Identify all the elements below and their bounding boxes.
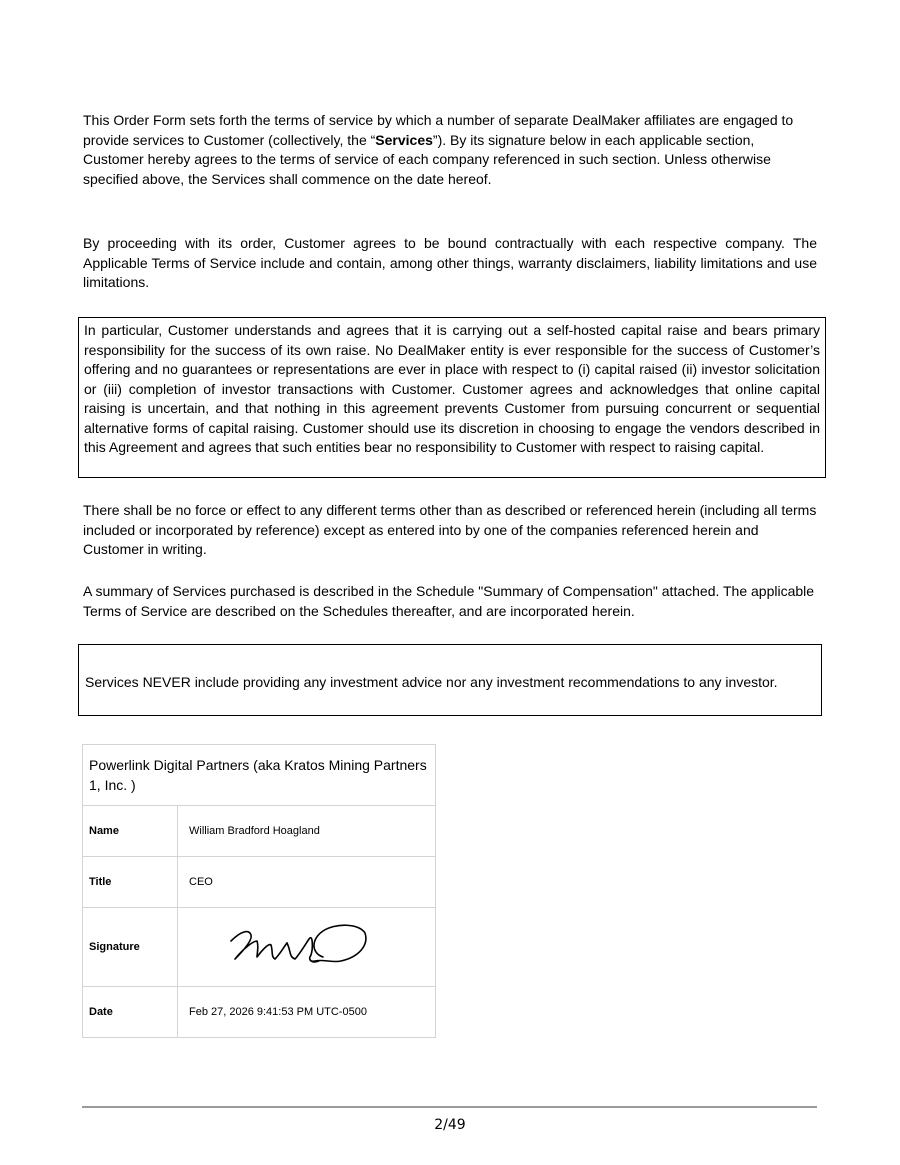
date-row: [83, 987, 436, 1038]
intro-text-end: ”). By its signature below in each applicable section, Customer hereby agrees to the terms of service of each company referenced in such section. Unless otherwise specified above, the Services shall commence on the date hereof.: [83, 131, 771, 187]
page-number: 2/49: [434, 1117, 466, 1133]
intro-paragraph: [83, 111, 817, 189]
name-label: Name: [83, 806, 178, 857]
signature-cell: [178, 908, 436, 987]
investment-advice-disclaimer-text: Services NEVER include providing any investment advice nor any investment recommendations to any investor.: [85, 674, 778, 690]
signature-label: Signature: [83, 908, 178, 987]
name-value: William Bradford Hoagland: [178, 806, 436, 857]
investment-advice-disclaimer-box: [78, 644, 822, 716]
handwritten-signature: [227, 919, 377, 975]
responsibility-notice-text: In particular, Customer understands and agrees that it is carrying out a self-hosted capital raise and bears primary responsibility for the success of its own raise. No DealMaker entity is ever responsible for the success of Customer’s offering and no guarantees or representations are ever in place with respect to (i) capital raised (ii) investor solicitation or (iii) completion of investor transactions with Customer. Customer agrees and acknowledges that online capital raising is uncertain, and that nothing in this agreement prevents Customer from pursuing concurrent or sequential alternative forms of capital raising. Customer should use its discretion in choosing to engage the vendors described in this Agreement and agrees that such entities bear no responsibility to Customer with respect to raising capital.: [84, 322, 820, 455]
terms-paragraph: There shall be no force or effect to any different terms other than as described or referenced herein (including all terms included or incorporated by reference) except as entered into by one of the companies referenced herein and Customer in writing.: [83, 502, 817, 557]
signature-row: [83, 908, 436, 987]
company-name: Powerlink Digital Partners (aka Kratos Mining Partners 1, Inc. ): [83, 745, 436, 806]
footer-divider: [82, 1106, 817, 1108]
title-label: Title: [83, 857, 178, 908]
title-row: [83, 857, 436, 908]
intro-text-start: This Order Form sets forth the terms of service by which a number of separate DealMaker affiliates are engaged to provide services to Customer (collectively, the “: [83, 112, 794, 148]
responsibility-notice-box: [78, 317, 826, 478]
date-value: Feb 27, 2026 9:41:53 PM UTC-0500: [178, 987, 436, 1038]
date-label: Date: [83, 987, 178, 1038]
signature-table: [82, 744, 436, 1038]
name-row: [83, 806, 436, 857]
agreement-paragraph: By proceeding with its order, Customer agrees to be bound contractually with each respective company. The Applicable Terms of Service include and contain, among other things, warranty disclaimers, liability limitations and use limitations.: [83, 235, 817, 290]
title-value: CEO: [178, 857, 436, 908]
services-term: Services: [375, 131, 433, 148]
summary-paragraph: A summary of Services purchased is described in the Schedule "Summary of Compensation" attached. The applicable Terms of Service are described on the Schedules thereafter, and are incorporated herein.: [83, 583, 815, 619]
